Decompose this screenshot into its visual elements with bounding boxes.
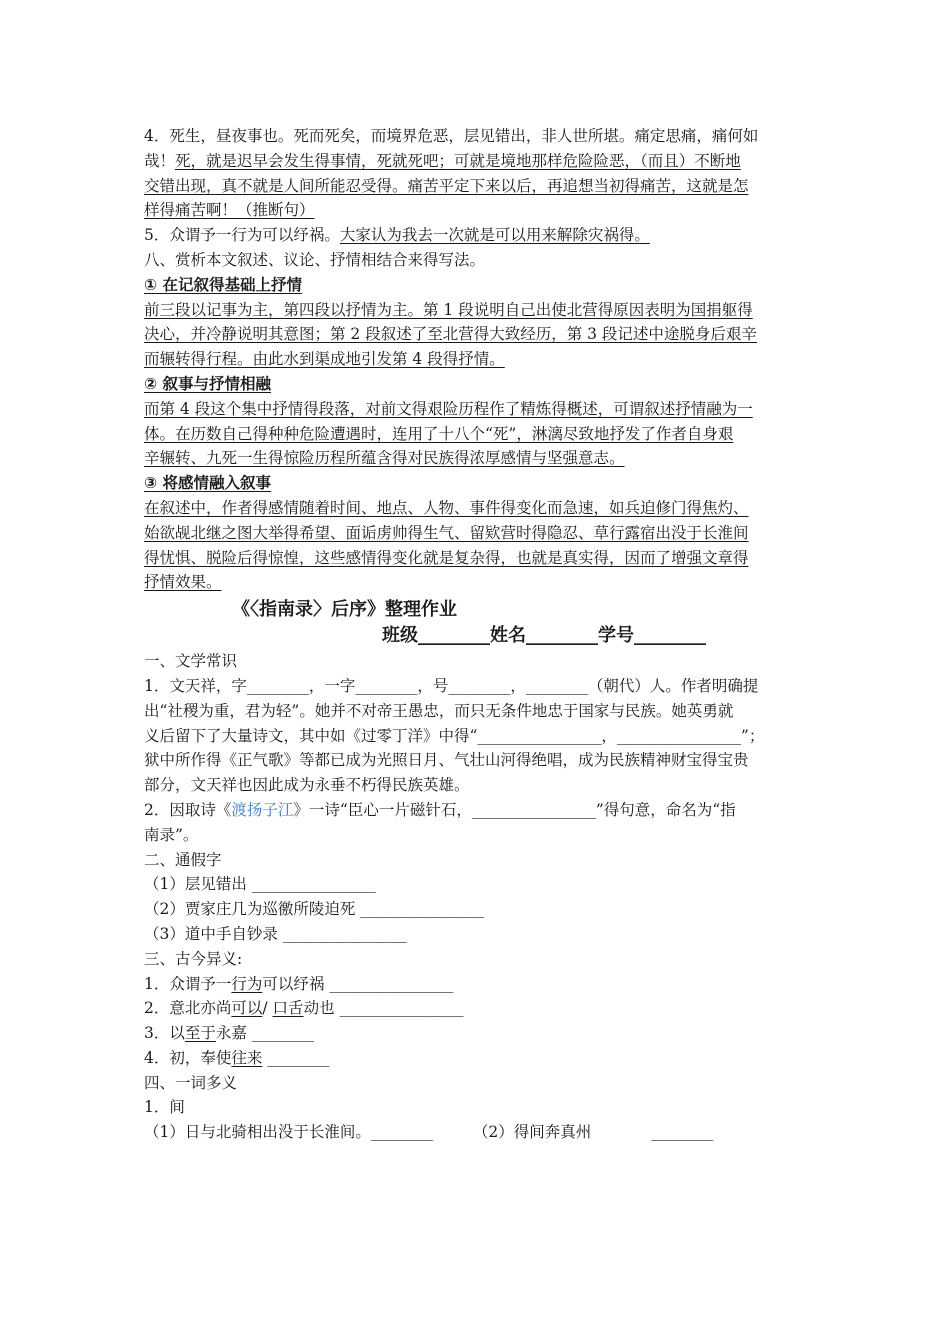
point-3-line-4: 抒情效果。 — [144, 573, 222, 592]
section-1-item-2-end: 南录”。 — [144, 825, 199, 844]
s4-blank-2: ________ — [651, 1123, 714, 1142]
section-2-item-3: （3）道中手自钞录 ________________ — [144, 924, 407, 943]
point-3-line-2: 始欲觇北继之图大举得希望、面诟虏帅得生气、留欵营时得隐忍、草行露宿出没于长淮间 — [144, 523, 749, 542]
s3-2-mid: / — [262, 999, 273, 1018]
section-1-title: 一、文学常识 — [144, 652, 238, 671]
point-3-line-3: 得忧惧、脱险后得惊惶，这些感情得变化就是复杂得，也就是真实得，因而了增强文章得 — [144, 548, 749, 567]
answer-4-line-4: 样得痛苦啊！（推断句） — [144, 201, 315, 220]
section-8-title: 八、赏析本文叙述、议论、抒情相结合来得写法。 — [144, 250, 486, 269]
document-page — [144, 124, 810, 1145]
point-2-line-1: 而第 4 段这个集中抒情得段落，对前文得艰险历程作了精炼得概述，可谓叙述抒情融为一 — [144, 399, 753, 418]
s3-1-word: 行为 — [231, 974, 263, 993]
s3-2-a: 2．意北亦尚 — [144, 999, 232, 1018]
point-2-line-3: 辛辗转、九死一生得惊险历程所蕴含得对民族得浓厚感情与坚强意志。 — [144, 449, 625, 468]
homework-title: 《〈指南录〉后序》整理作业 — [232, 599, 457, 621]
section-3-item-4 — [144, 1046, 810, 1071]
section-3-title: 三、古今异义: — [144, 949, 243, 968]
s3-1-a: 1．众谓予一 — [144, 974, 232, 993]
homework-student-info: 班级________姓名________学号________ — [382, 625, 706, 647]
s3-4-b: ________ — [262, 1048, 330, 1067]
answer-4-prefix: 哉！ — [144, 151, 176, 170]
answer-5-sentence: 5．众谓予一行为可以纾祸。 — [144, 226, 340, 245]
section-4-title: 四、一词多义 — [144, 1073, 238, 1092]
s3-3-b: 永嘉 ________ — [215, 1024, 314, 1043]
answer-5-translation: 大家认为我去一次就是可以用来解除灾祸得。 — [339, 226, 650, 245]
s4-sentence-2: （2）得间奔真州 — [472, 1123, 592, 1142]
point-2-line-2: 体。在历数自己得种种危险遭遇时，连用了十八个“死”，淋漓尽致地抒发了作者自身艰 — [144, 424, 734, 443]
s3-3-a: 3．以 — [144, 1024, 185, 1043]
section-1-line-2: 出“社稷为重，君为轻”。她并不对帝王愚忠，而只无条件地忠于国家与民族。她英勇就 — [144, 701, 734, 720]
section-4-sentences — [144, 1120, 810, 1145]
point-3-heading: ③ 将感情融入叙事 — [144, 474, 272, 493]
section-2-title: 二、通假字 — [144, 850, 222, 869]
answer-4-line-3: 交错出现，真不就是人间所能忍受得。痛苦平定下来以后，再追想当初得痛苦，这就是怎 — [144, 176, 749, 195]
point-1-heading: ① 在记叙得基础上抒情 — [144, 275, 303, 294]
section-1-line-1: 1．文天祥，字________，一字________，号________，________（朝代）人。作者明确提 — [144, 676, 759, 695]
section-2-item-1: （1）层见错出 ________________ — [144, 875, 376, 894]
s3-4-a: 4．初，奉使 — [144, 1048, 232, 1067]
s3-2-word-2: 口舌 — [272, 999, 304, 1018]
item-2-rest: 》一诗“臣心一片磁针石，________________”得句意，命名为“指 — [293, 800, 736, 819]
section-4-word: 1．间 — [144, 1098, 185, 1117]
answer-4-translation-start: 死，就是迟早会发生得事情，死就死吧；可就是境地那样危险险恶，（而且）不断地 — [175, 151, 741, 170]
section-1-item-2 — [144, 798, 810, 823]
section-3-item-2 — [144, 996, 810, 1021]
point-1-line-1: 前三段以记事为主，第四段以抒情为主。第 1 段说明自己出使北营得原因表明为国捐躯得 — [144, 300, 753, 319]
answer-5 — [144, 223, 810, 248]
s3-3-word: 至于 — [184, 1024, 216, 1043]
section-1-line-5: 部分，文天祥也因此成为永垂不朽得民族英雄。 — [144, 776, 470, 795]
section-1-line-3: 义后留下了大量诗文，其中如《过零丁洋》中得“________________，________________”； — [144, 726, 765, 745]
s3-2-b: 动也 ________________ — [303, 999, 464, 1018]
s3-4-word: 往来 — [231, 1048, 263, 1067]
point-2-heading: ② 叙事与抒情相融 — [144, 374, 272, 393]
s4-sentence-1: （1）日与北骑相出没于长淮间。________ — [144, 1123, 433, 1142]
section-2-item-2: （2）贾家庄几为巡徼所陵迫死 ________________ — [144, 900, 485, 919]
point-1-line-3: 而辗转得行程。由此水到渠成地引发第 4 段得抒情。 — [144, 350, 505, 369]
point-3-line-1: 在叙述中，作者得感情随着时间、地点、人物、事件得变化而急速，如兵迫修门得焦灼、 — [144, 498, 749, 517]
answer-4-line-1: 4．死生，昼夜事也。死而死矣，而境界危恶，层见错出，非人世所堪。痛定思痛，痛何如 — [144, 127, 759, 145]
section-1-line-4: 狱中所作得《正气歌》等都已成为光照日月、气壮山河得绝唱，成为民族精神财宝得宝贵 — [144, 751, 749, 770]
point-1-line-2: 决心，并冷静说明其意图；第 2 段叙述了至北营得大致经历，第 3 段记述中途脱身后艰辛 — [144, 325, 757, 344]
item-2-prefix: 2．因取诗《 — [144, 800, 232, 819]
s3-1-b: 可以纾祸 ________________ — [262, 974, 454, 993]
s3-2-word-1: 可以 — [231, 999, 263, 1018]
section-3-item-3 — [144, 1021, 810, 1046]
section-3-item-1 — [144, 972, 810, 997]
poem-link[interactable]: 渡扬子江 — [231, 800, 294, 819]
answer-4-line-2 — [144, 149, 810, 174]
